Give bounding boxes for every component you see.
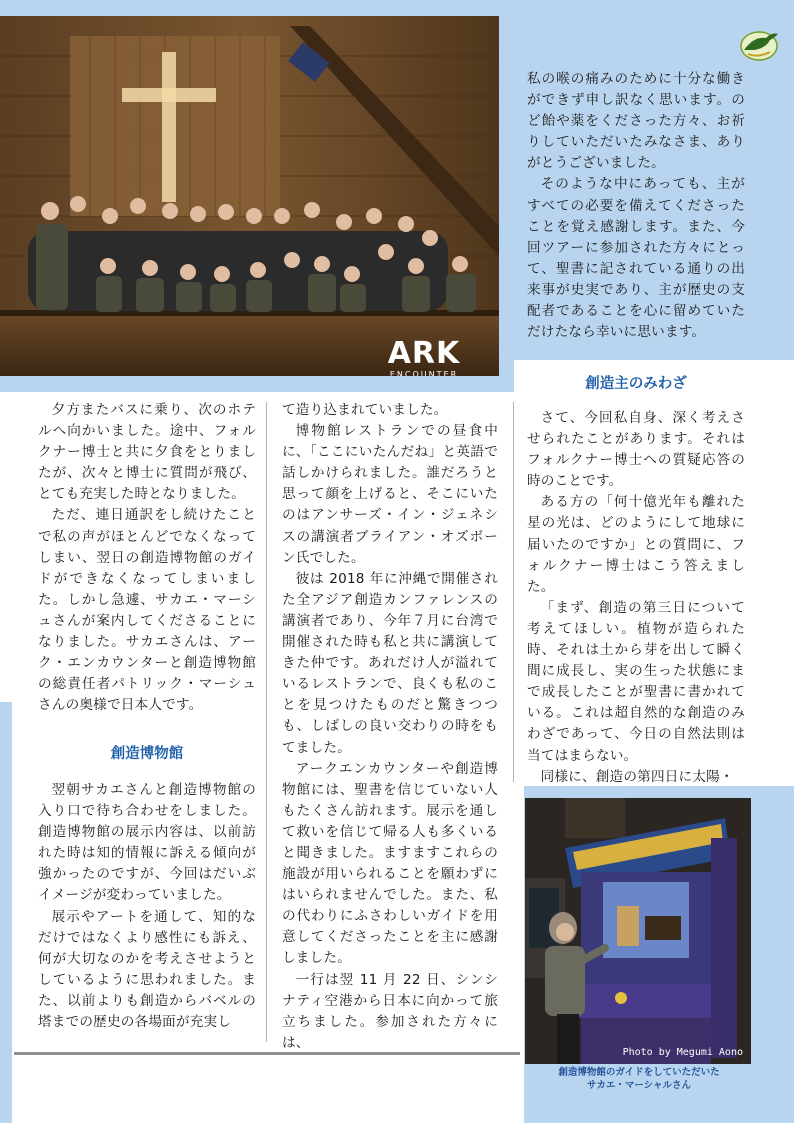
column-divider-left	[266, 402, 267, 1042]
mid-paragraph-5: 一行は翌 11 月 22 日、シンシナティ空港から日本に向かって旅立ちました。参加された方々には、	[282, 971, 498, 1051]
museum-guide-photo	[525, 798, 751, 1064]
caption-line-1: 創造博物館のガイドをしていただいた	[558, 1067, 720, 1078]
photo-caption	[527, 1066, 751, 1092]
left-paragraph-4: 展示やアートを通して、知的なだけではなくより感性にも訴え、何が大切なのかを考えさせようとしているように思われました。また、以前よりも創造からバベルの塔までの歴史の各場面が充実し	[38, 908, 256, 1031]
mid-paragraph-3: 彼は 2018 年に沖縄で開催された全アジア創造カンファレンスの講演者であり、今年７月に台湾で開催された時も私と共に講演してきた仲です。あれだけ人が溢れているレストランで、良くも私のことを見つけたものだと驚きつつも、しばしの良い交わりの時をもてました。	[282, 570, 498, 756]
left-paragraph-2: ただ、連日通訳をし続けたことで私の声がほとんどでなくなってしまい、翌日の創造博物館のガイドができなくなってしまいました。しかし急遽、サカエ・マーシュさんが案内してくださることになりました。サカエさんは、アーク・エンカウンターと創造博物館の総責任者パトリック・マーシュさんの奥様で日本人です。	[38, 507, 256, 714]
left-column-top	[38, 400, 256, 716]
column-divider-right	[513, 402, 514, 782]
caption-line-2: サカエ・マーシャルさん	[587, 1080, 691, 1091]
blue-panel-left-edge	[0, 702, 12, 1123]
ark-encounter-logo	[380, 338, 468, 376]
ark-logo-text: ARK	[387, 336, 461, 371]
right-mid-paragraph-1: さて、今回私自身、深く考えさせられたことがあります。それはフォルクナー博士への質疑応答の時のことです。	[527, 410, 745, 490]
mid-paragraph-2: 博物館レストランでの昼食中に、「ここにいたんだね」と英語で話しかけられました。誰だろうと思って顔を上げると、そこにいたのはアンサーズ・イン・ジェネシスの講演者ブライアン・オズボーン氏でした。	[282, 423, 498, 566]
bottom-rule	[14, 1052, 520, 1055]
left-column-bottom	[38, 780, 256, 1033]
mid-paragraph-1: て造り込まれていました。	[282, 402, 448, 418]
right-mid-paragraph-3: 「まず、創造の第三日について考えてほしい。植物が造られた時、それは土から芽を出して瞬く間に成長し、実の生った状態にまで成長したことが聖書に書かれている。これは超自然的な創造のみわざであって、今日の自然法則は当てはまらない。	[527, 599, 745, 764]
right-mid-paragraph-4: 同様に、創造の第四日に太陽・	[540, 768, 734, 785]
ark-logo-subtext: ENCOUNTER	[389, 370, 459, 376]
left-paragraph-1: 夕方またバスに乗り、次のホテルへ向かいました。途中、フォルクナー博士と共に夕食をとりましたが、次々と博士に質問が飛び、とても充実した時となりました。	[38, 402, 256, 503]
right-mid-paragraph-2: ある方の「何十億光年も離れた星の光は、どのようにして地球に届いたのですか」との質問に、フォルクナー博士はこう答えました。	[527, 494, 745, 595]
mid-paragraph-4: アークエンカウンターや創造博物館には、聖書を信じていない人もたくさん訪れます。展示を通して救いを信じて帰る人も多くいると聞きました。ますますこれらの施設が用いられることを願わずにはいられませんでした。また、私の代わりにふさわしいガイドを用意してくださったことを主に感謝しました。	[282, 760, 498, 967]
photo-credit: Photo by Megumi Aono	[622, 1047, 743, 1058]
middle-column	[282, 400, 498, 1054]
right-middle-column	[527, 408, 745, 788]
right-top-paragraph-1: 私の喉の痛みのために十分な働きができず申し訳なく思います。のど飴や薬をくださった方々、お祈りしていただいたみなさま、ありがとうございました。	[527, 71, 745, 172]
right-top-paragraph-2: そのような中にあっても、主がすべての必要を備えてくださったことを覚え感謝します。また、今回ツアーに参加された方々にとって、聖書に記されている通りの出来事が史実であり、主が歴史の支配者であることを心に留めていただけたなら幸いに思います。	[527, 176, 745, 341]
group-photo-ark-encounter	[0, 16, 499, 376]
heading-creation-museum: 創造博物館	[110, 746, 184, 762]
right-top-column	[527, 69, 745, 343]
left-paragraph-3: 翌朝サカエさんと創造博物館の入り口で待ち合わせをしました。創造博物館の展示内容は、以前訪れた時は知的情報に訴える傾向が強かったのですが、今回はだいぶイメージが変わっていました。	[38, 782, 256, 904]
heading-creator-works: 創造主のみわざ	[585, 376, 687, 392]
dinosaur-logo-icon	[736, 24, 782, 64]
